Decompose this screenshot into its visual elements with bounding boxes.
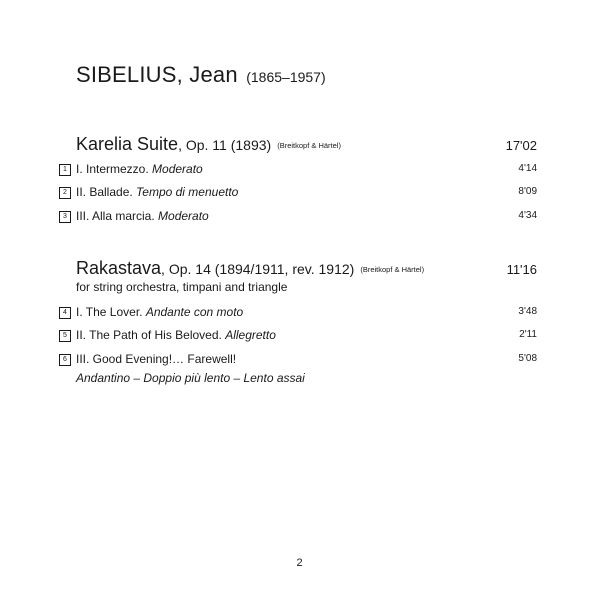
- track-number-box: 4: [59, 307, 71, 319]
- work-publisher: (Breitkopf & Härtel): [360, 265, 425, 274]
- work-name: Karelia Suite: [76, 134, 179, 154]
- track-row: [59, 305, 537, 323]
- track-title: [76, 209, 209, 223]
- track-tempo-markings: Andantino – Doppio più lento – Lento assai: [76, 371, 305, 385]
- composer-dates: (1865–1957): [246, 69, 326, 85]
- track-row: [59, 352, 537, 370]
- track-tempo: Allegretto: [225, 328, 276, 342]
- track-movement: II. Ballade.: [76, 185, 137, 199]
- track-duration: 3'48: [518, 306, 537, 317]
- track-title: [76, 328, 276, 342]
- work-opus: , Op. 11 (1893): [178, 137, 272, 153]
- work-opus: , Op. 14 (1894/1911, rev. 1912): [161, 261, 355, 277]
- track-number-box: 1: [59, 164, 71, 176]
- track-movement: II. The Path of His Beloved.: [76, 328, 226, 342]
- track-title: [76, 352, 236, 366]
- track-movement: III. Alla marcia.: [76, 209, 159, 223]
- track-duration: 4'14: [518, 163, 537, 174]
- work-duration: 17'02: [505, 138, 537, 153]
- track-tempo: Andante con moto: [145, 305, 244, 319]
- track-row: [59, 328, 537, 346]
- track-title: [76, 162, 203, 176]
- track-duration: 5'08: [518, 353, 537, 364]
- track-number-box: 5: [59, 330, 71, 342]
- track-title: [76, 305, 243, 319]
- track-tempo: Moderato: [152, 162, 203, 176]
- track-row: [59, 162, 537, 180]
- work-subtitle: for string orchestra, timpani and triangle: [76, 280, 288, 294]
- page-number: 2: [296, 557, 303, 569]
- track-tempo: Tempo di menuetto: [136, 185, 239, 199]
- track-title: [76, 185, 238, 199]
- track-number-box: 6: [59, 354, 71, 366]
- composer-name: SIBELIUS, Jean: [76, 62, 238, 87]
- work-title: [76, 134, 341, 155]
- work-title: [76, 258, 424, 279]
- track-duration: 2'11: [519, 329, 537, 340]
- track-number-box: 2: [59, 187, 71, 199]
- work-name: Rakastava: [76, 258, 162, 278]
- track-movement: III. Good Evening!… Farewell!: [76, 352, 237, 366]
- track-number-box: 3: [59, 211, 71, 223]
- track-tempo: Moderato: [158, 209, 209, 223]
- track-row: [59, 209, 537, 227]
- work-publisher: (Breitkopf & Härtel): [277, 141, 341, 150]
- track-duration: 4'34: [518, 210, 537, 221]
- track-row: [59, 185, 537, 203]
- track-movement: I. The Lover.: [76, 305, 146, 319]
- track-movement: I. Intermezzo.: [76, 162, 153, 176]
- track-duration: 8'09: [518, 186, 537, 197]
- composer-heading: [76, 62, 326, 88]
- work-duration: 11'16: [506, 262, 537, 277]
